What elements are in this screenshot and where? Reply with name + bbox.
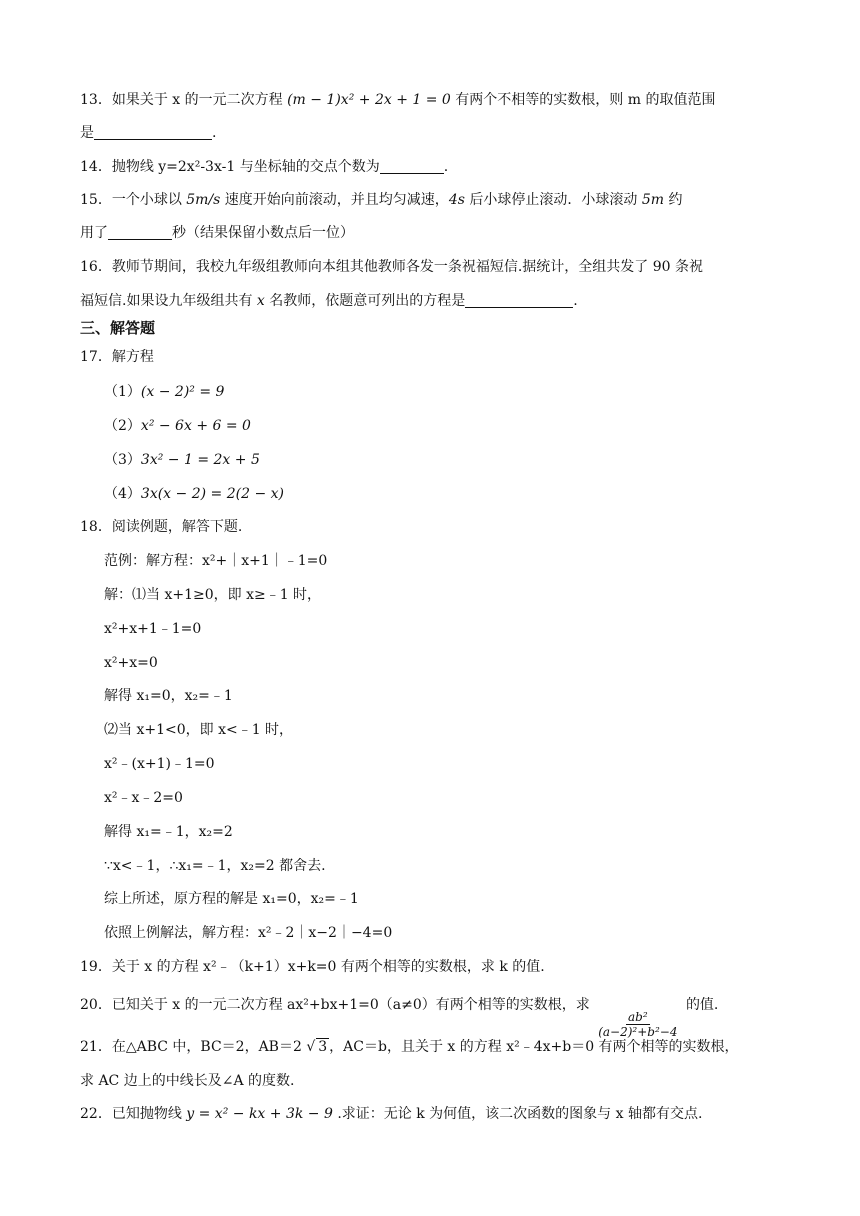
question-15-text-3: 秒（结果保留小数点后一位）: [172, 225, 354, 241]
question-22: [80, 1104, 702, 1124]
answer-blank-15: [108, 223, 172, 240]
question-22-text: 22．已知抛物线: [80, 1106, 187, 1122]
question-17-item-2: [104, 416, 251, 436]
question-13-period: .: [212, 125, 217, 141]
question-15-text-c: 后小球停止滚动．小球滚动: [464, 192, 642, 208]
question-16-text: 16．教师节期间，我校九年级组教师向本组其他教师各发一条祝福短信.据统计，全组共发了 90 条祝: [80, 259, 703, 275]
item-equation: 3x² − 1 = 2x + 5: [140, 452, 260, 468]
item-number: （4）: [104, 486, 141, 502]
item-equation: (x − 2)² = 9: [140, 384, 225, 400]
question-17-item-3: [104, 450, 260, 470]
question-13-line1: [80, 90, 715, 110]
question-13-line2: [80, 123, 216, 143]
question-16-text-3: 名教师，依题意可列出的方程是: [264, 293, 466, 309]
question-19: 19．关于 x 的方程 x²﹣（k+1）x+k=0 有两个相等的实数根，求 k 的值.: [80, 959, 545, 975]
question-21-text: 21．在△ABC 中，BC＝2，AB＝2: [80, 1039, 307, 1055]
question-18-line: ⑵当 x+1<0，即 x<﹣1 时，: [104, 722, 294, 738]
question-17-item-1: [104, 382, 224, 402]
question-18-line: 依照上例解法，解方程：x²﹣2｜x−2｜−4=0: [104, 925, 393, 941]
section-heading: 三、解答题: [80, 319, 156, 337]
question-15-text-b: 速度开始向前滚动，并且均匀减速，: [220, 192, 449, 208]
question-17-item-4: [104, 484, 284, 504]
question-18-line: 解：⑴当 x+1≥0，即 x≥﹣1 时，: [104, 587, 322, 603]
question-17-title: 17．解方程: [80, 349, 154, 365]
question-15-text: 15．一个小球以: [80, 192, 187, 208]
question-16-line2: [80, 291, 578, 311]
question-15-text-d: 约: [664, 192, 683, 208]
question-22-equation: y = x² − kx + 3k − 9: [186, 1106, 333, 1122]
item-equation: 3x(x − 2) = 2(2 − x): [140, 486, 284, 502]
answer-blank-14: [380, 157, 444, 174]
answer-blank-13: [94, 123, 212, 140]
item-number: （3）: [104, 452, 141, 468]
question-21-line1: 21．在△ABC 中，BC＝2，AB＝2 √ 3 ，AC＝b，且关于 x 的方程 x²﹣4x+b＝0 有两个相等的实数根，: [80, 1039, 739, 1055]
answer-blank-16: [465, 291, 573, 308]
item-equation: x² − 6x + 6 = 0: [140, 418, 251, 434]
question-15-speed: 5m/s: [186, 192, 221, 208]
question-15-line1: [80, 190, 682, 210]
sqrt-radicand: 3: [318, 1039, 328, 1055]
fraction-denominator: (a−2)²+b²−4: [598, 1025, 678, 1039]
item-number: （1）: [104, 384, 141, 400]
question-13-equation: (m − 1)x² + 2x + 1 = 0: [287, 92, 451, 108]
question-16-line1: [80, 257, 703, 277]
question-14-text: 14．抛物线 y=2x²-3x-1 与坐标轴的交点个数为: [80, 159, 380, 175]
question-13-text: 13．如果关于 x 的一元二次方程: [80, 92, 288, 108]
question-16-variable: x: [256, 293, 265, 309]
question-13-text-cont: 有两个不相等的实数根，则 m 的取值范围: [450, 92, 716, 108]
question-20-text: 20．已知关于 x 的一元二次方程 ax²+bx+1=0（a≠0）有两个相等的实数根，求: [80, 997, 590, 1013]
question-21-line2: 求 AC 边上的中线长及∠A 的度数.: [80, 1073, 295, 1089]
question-18-line: 解得 x₁=0，x₂=﹣1: [104, 688, 233, 704]
question-18-line: 综上所述，原方程的解是 x₁=0，x₂=﹣1: [104, 891, 359, 907]
question-20-fraction: [598, 1010, 677, 1039]
question-18-title: 18．阅读例题，解答下题.: [80, 519, 243, 535]
question-18-line: x²+x+1﹣1=0: [104, 621, 202, 637]
question-18-line: 解得 x₁=﹣1，x₂=2: [104, 824, 233, 840]
question-22-text-b: .求证：无论 k 为何值，该二次函数的图象与 x 轴都有交点.: [332, 1106, 703, 1122]
question-16-period: .: [573, 293, 578, 309]
question-15-text-2: 用了: [80, 225, 108, 241]
question-15-line2: [80, 223, 354, 243]
item-number: （2）: [104, 418, 141, 434]
question-14: [80, 157, 448, 177]
question-13-text-2: 是: [80, 125, 94, 141]
question-18-line: x²﹣x﹣2=0: [104, 790, 183, 806]
question-18-line: ∵x<﹣1，∴x₁=﹣1，x₂=2 都舍去.: [104, 858, 326, 874]
question-18-line: x²﹣(x+1)﹣1=0: [104, 756, 215, 772]
question-21-text-b: ，AC＝b，且关于 x 的方程 x²﹣4x+b＝0 有两个相等的实数根，: [329, 1039, 739, 1055]
question-18-line: 范例：解方程：x²+｜x+1｜﹣1=0: [104, 553, 328, 569]
question-15-time: 4s: [448, 192, 465, 208]
fraction-numerator: ab²: [628, 1010, 648, 1024]
question-16-text-2: 福短信.如果设九年级组共有: [80, 293, 257, 309]
question-14-period: .: [443, 159, 449, 175]
question-20: [80, 995, 718, 1039]
question-20-text-end: 的值.: [685, 997, 719, 1013]
question-15-distance: 5m: [641, 192, 664, 208]
question-18-line: x²+x=0: [104, 655, 158, 671]
